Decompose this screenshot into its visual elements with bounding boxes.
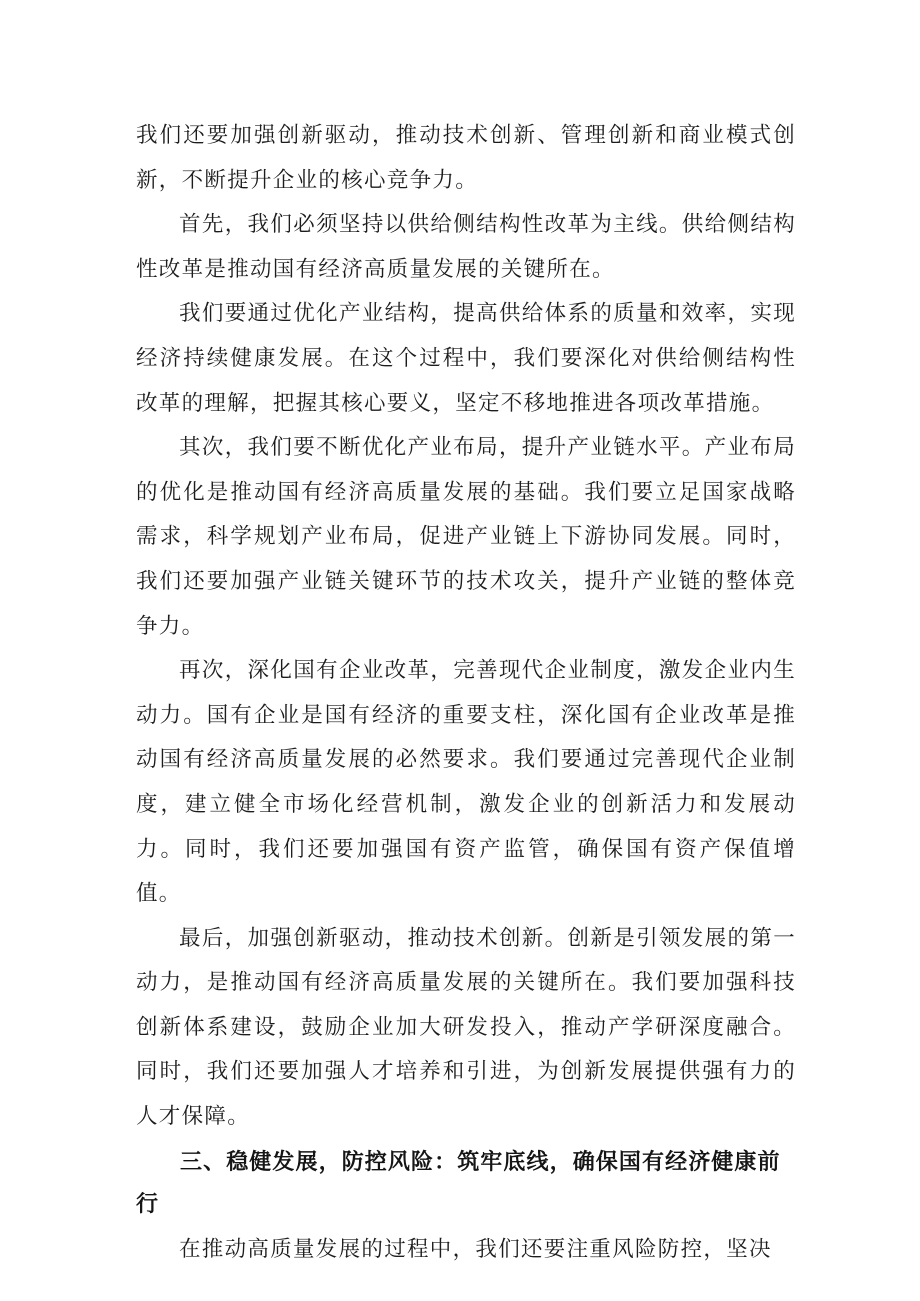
section-heading: 三、稳健发展，防控风险：筑牢底线，确保国有经济健康前行 xyxy=(136,1149,781,1217)
paragraph-first-point: 首先，我们必须坚持以供给侧结构性改革为主线。供给侧结构性改革是推动国有经济高质量发展的关键所在。 xyxy=(136,212,796,282)
paragraph-structure-optimization: 我们要通过优化产业结构，提高供给体系的质量和效率，实现经济持续健康发展。在这个过程中，我们要深化对供给侧结构性改革的理解，把握其核心要义，坚定不移地推进各项改革措施。 xyxy=(136,301,796,416)
document-body xyxy=(136,114,796,1272)
paragraph-second-point: 其次，我们要不断优化产业布局，提升产业链水平。产业布局的优化是推动国有经济高质量发展的基础。我们要立足国家战略需求，科学规划产业布局，促进产业链上下游协同发展。同时，我们还要加强产业链关键环节的技术攻关，提升产业链的整体竞争力。 xyxy=(136,435,796,639)
paragraph-continued: 我们还要加强创新驱动，推动技术创新、管理创新和商业模式创新，不断提升企业的核心竞争力。 xyxy=(136,123,796,193)
paragraph-final-point: 最后，加强创新驱动，推动技术创新。创新是引领发展的第一动力，是推动国有经济高质量发展的关键所在。我们要加强科技创新体系建设，鼓励企业加大研发投入，推动产学研深度融合。同时，我们还要加强人才培养和引进，为创新发展提供强有力的人才保障。 xyxy=(136,925,796,1130)
paragraph-third-point: 再次，深化国有企业改革，完善现代企业制度，激发企业内生动力。国有企业是国有经济的重要支柱，深化国有企业改革是推动国有经济高质量发展的必然要求。我们要通过完善现代企业制度，建立健全市场化经营机制，激发企业的创新活力和发展动力。同时，我们还要加强国有资产监管，确保国有资产保值增值。 xyxy=(136,658,796,907)
paragraph-section-intro: 在推动高质量发展的过程中，我们还要注重风险防控，坚决 xyxy=(179,1236,772,1262)
